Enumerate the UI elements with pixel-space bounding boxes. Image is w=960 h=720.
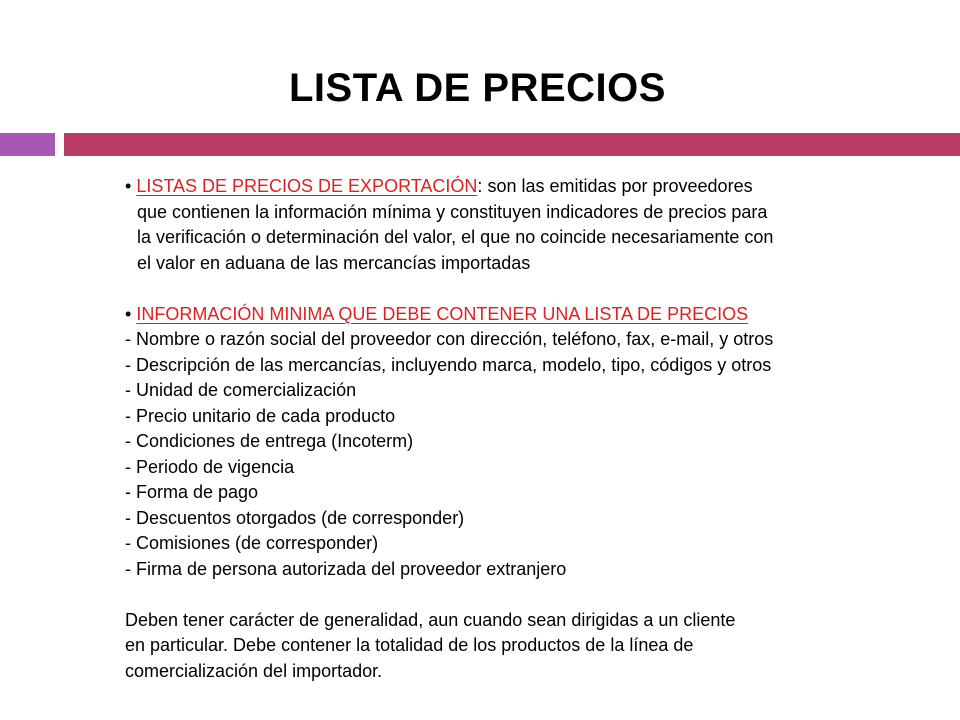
section1-text-line: que contienen la información mínima y constituyen indicadores de precios para [137,201,768,222]
info-list-item: - Forma de pago [125,482,259,502]
info-list-item: - Descripción de las mercancías, incluyendo marca, modelo, tipo, códigos y otros [125,354,772,375]
closing-text-line: Deben tener carácter de generalidad, aun cuando sean dirigidas a un cliente [125,609,736,630]
section1-heading: LISTAS DE PRECIOS DE EXPORTACIÓN [136,176,478,196]
section1-text-line: el valor en aduana de las mercancías importadas [137,252,531,273]
section1-text-line: son las emitidas por proveedores [487,176,753,196]
section2-heading-line [125,302,915,328]
info-list-item: - Nombre o razón social del proveedor con dirección, teléfono, fax, e-mail, y otros [125,329,774,349]
info-list-item: - Firma de persona autorizada del proveedor extranjero [125,558,567,579]
closing-text-line: en particular. Debe contener la totalidad de los productos de la línea de [125,635,694,655]
section1-colon: : [477,176,483,196]
slide-content [125,174,915,684]
spacer [125,582,915,608]
closing-text-line: comercialización del importador. [125,660,383,681]
accent-bar-right [64,133,960,156]
info-list-item: - Descuentos otorgados (de corresponder) [125,507,465,528]
info-list-item: - Periodo de vigencia [125,456,295,477]
info-list-item: - Comisiones (de corresponder) [125,533,379,553]
bullet-marker: • [125,303,132,324]
section2-heading: INFORMACIÓN MINIMA QUE DEBE CONTENER UNA LISTA DE PRECIOS [136,303,749,324]
info-list-item: - Precio unitario de cada producto [125,405,396,426]
slide-title: LISTA DE PRECIOS [289,66,666,110]
bullet-marker: • [125,176,132,196]
info-list-item: - Unidad de comercialización [125,380,357,400]
info-list-item: - Condiciones de entrega (Incoterm) [125,431,414,451]
spacer [125,276,915,302]
section1-text-line: la verificación o determinación del valor, el que no coincide necesariamente con [137,227,774,247]
accent-bar-left [0,133,55,156]
section1-first-line [125,174,915,200]
